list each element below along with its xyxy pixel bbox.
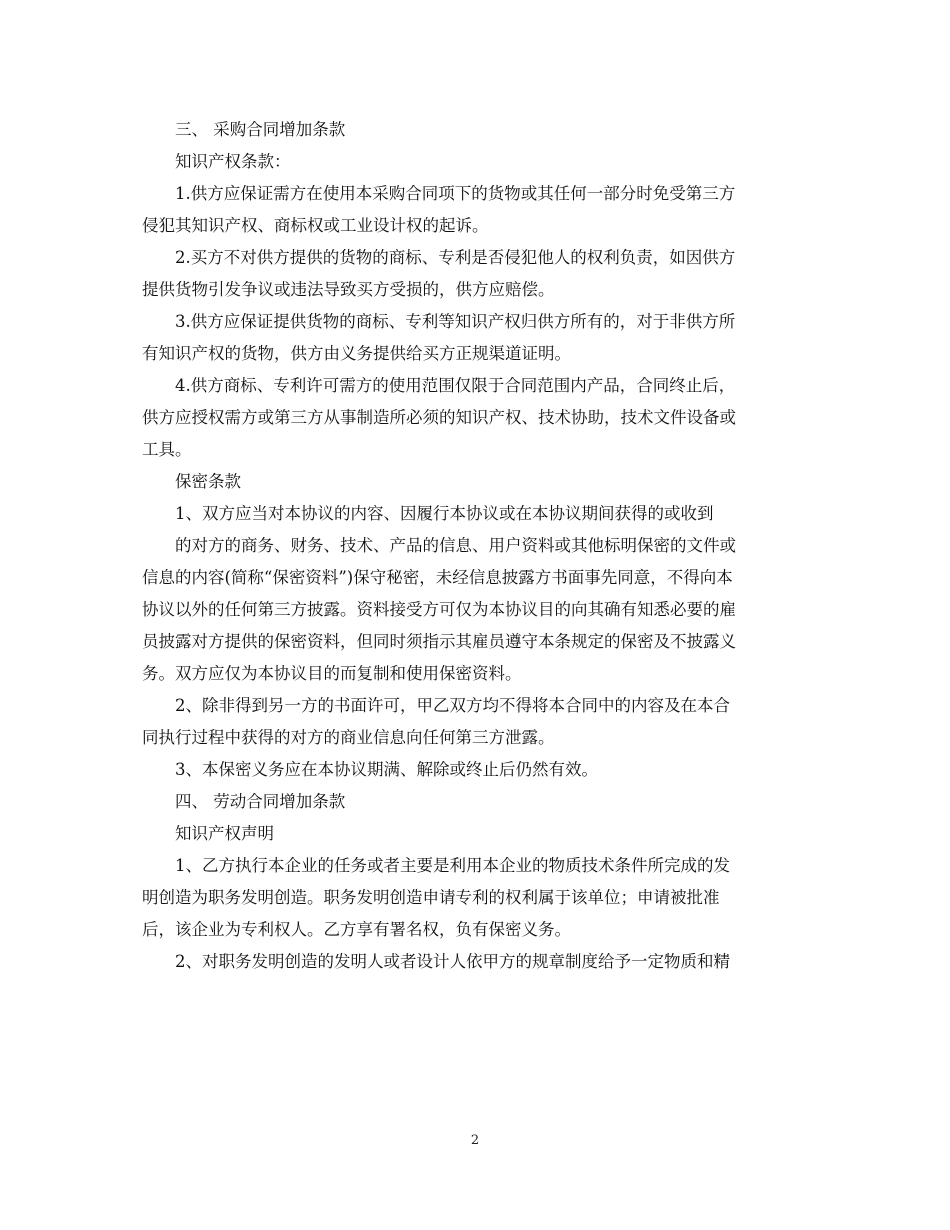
text-line: 1、双方应当对本协议的内容、因履行本协议或在本协议期间获得的或收到 bbox=[175, 504, 714, 523]
text-line: 提供货物引发争议或违法导致买方受损的，供方应赔偿。 bbox=[142, 280, 555, 299]
text-line: 1、乙方执行本企业的任务或者主要是利用本企业的物质技术条件所完成的发 bbox=[175, 856, 730, 875]
text-line: 有知识产权的货物，供方由义务提供给买方正规渠道证明。 bbox=[142, 344, 571, 363]
text-line: 供方应授权需方或第三方从事制造所必须的知识产权、技术协助，技术文件设备或 bbox=[142, 408, 736, 427]
text-line: 同执行过程中获得的对方的商业信息向任何第三方泄露。 bbox=[142, 728, 555, 747]
text-line: 3、本保密义务应在本协议期满、解除或终止后仍然有效。 bbox=[175, 760, 598, 779]
text-line: 保密条款 bbox=[175, 472, 241, 491]
text-line: 知识产权条款： bbox=[175, 152, 291, 171]
text-line: 3.供方应保证提供货物的商标、专利等知识产权归供方所有的，对于非供方所 bbox=[175, 312, 736, 331]
text-line: 4.供方商标、专利许可需方的使用范围仅限于合同范围内产品，合同终止后， bbox=[175, 376, 736, 395]
text-line: 信息的内容(简称“保密资料”)保守秘密，未经信息披露方书面事先同意，不得向本 bbox=[142, 568, 733, 587]
text-line: 2.买方不对供方提供的货物的商标、专利是否侵犯他人的权利负责，如因供方 bbox=[175, 248, 736, 267]
text-line: 工具。 bbox=[142, 440, 192, 459]
text-line: 侵犯其知识产权、商标权或工业设计权的起诉。 bbox=[142, 216, 489, 235]
page-number: 2 bbox=[470, 1133, 480, 1148]
text-line: 四、 劳动合同增加条款 bbox=[175, 792, 346, 811]
text-line: 后，该企业为专利权人。乙方享有署名权，负有保密义务。 bbox=[142, 920, 571, 939]
text-line: 协议以外的任何第三方披露。资料接受方可仅为本协议目的向其确有知悉必要的雇 bbox=[142, 600, 736, 619]
text-line: 务。双方应仅为本协议目的而复制和使用保密资料。 bbox=[142, 664, 522, 683]
text-line: 知识产权声明 bbox=[175, 824, 274, 843]
text-line: 三、 采购合同增加条款 bbox=[175, 120, 346, 139]
text-line: 员披露对方提供的保密资料，但同时须指示其雇员遵守本条规定的保密及不披露义 bbox=[142, 632, 736, 651]
document-body bbox=[142, 114, 802, 978]
text-line: 的对方的商务、财务、技术、产品的信息、用户资料或其他标明保密的文件或 bbox=[175, 536, 736, 555]
text-line: 1.供方应保证需方在使用本采购合同项下的货物或其任何一部分时免受第三方 bbox=[175, 184, 736, 203]
text-line: 2、对职务发明创造的发明人或者设计人依甲方的规章制度给予一定物质和精 bbox=[175, 952, 730, 971]
text-line: 明创造为职务发明创造。职务发明创造申请专利的权利属于该单位；申请被批准 bbox=[142, 888, 720, 907]
text-line: 2、除非得到另一方的书面许可，甲乙双方均不得将本合同中的内容及在本合 bbox=[175, 696, 730, 715]
